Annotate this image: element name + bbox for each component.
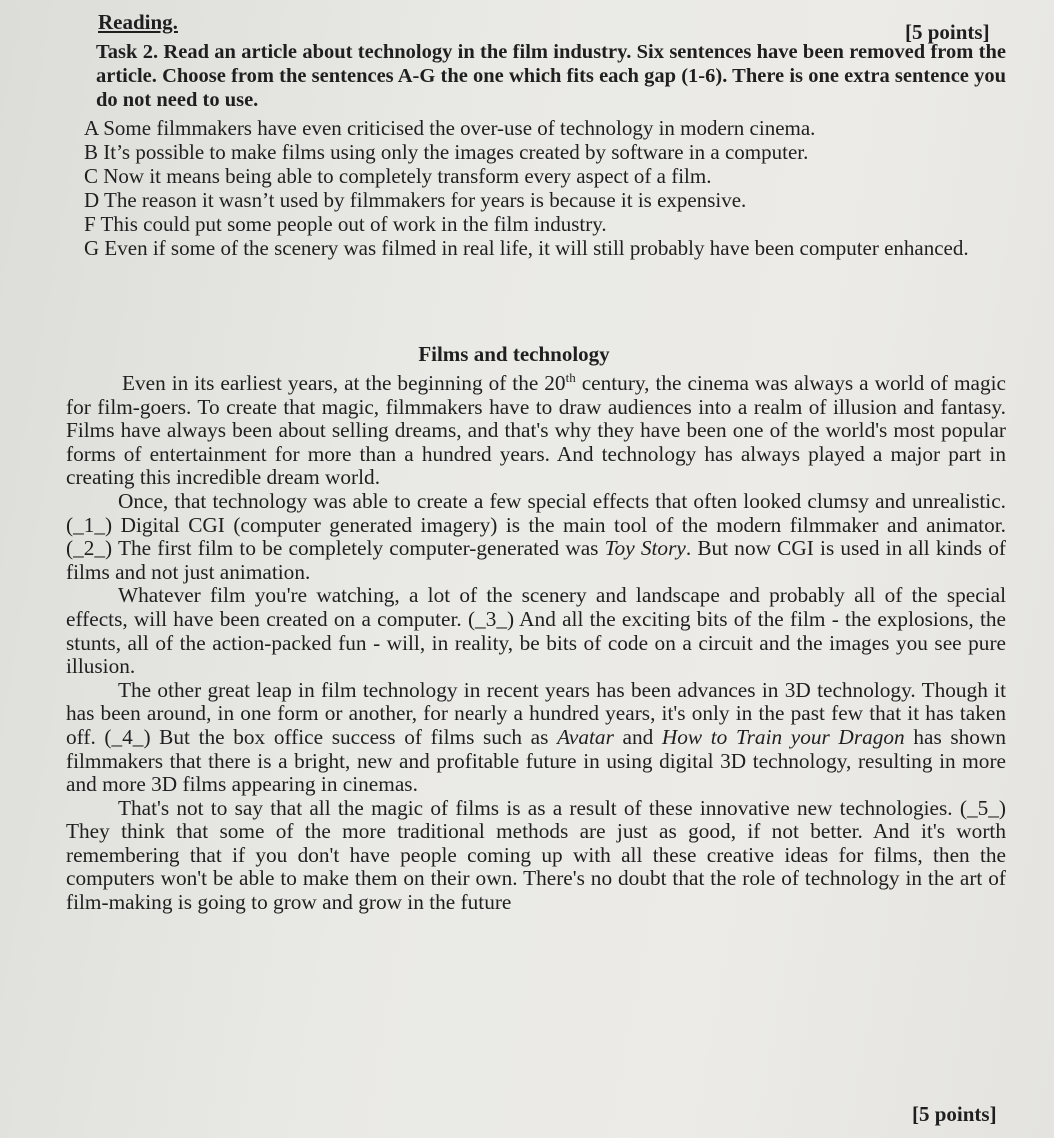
film-title: Avatar	[557, 724, 614, 749]
text-run: Digital CGI (computer generated imagery) is the main tool of the modern filmmaker and animator.	[112, 512, 1006, 537]
text-run: Even in its earliest years, at the beginning of the 20	[122, 371, 566, 395]
gap-5: (_5_)	[959, 795, 1006, 820]
text-run: And all the exciting bits of the film - the explosions, the stunts, all of the action-packed fun - will, in reality, be bits of code on a circuit and the images you see pure illusion.	[66, 606, 1007, 679]
superscript: th	[565, 370, 576, 385]
gap-4: (_4_)	[104, 724, 151, 749]
text-run: The other great leap in film technology in recent years has been advances in 3D technology. Though it has been around, in one form or another, for nearly a hundred years, it's only in the past few that it has taken off.	[66, 677, 1006, 749]
option-c: C Now it means being able to completely transform every aspect of a film.	[84, 164, 712, 188]
text-run: century, the cinema was always a world of magic for film-goers. To create that magic, filmmakers have to draw audiences into a realm of illusion and fantasy. Films have always been about selling dreams, and that's why they have been one of the world's most popular forms of entertainment for more than a hundred years. And technology has always played a major part in creating this incredible dream world.	[66, 371, 1006, 490]
text-run: has shown filmmakers that there is a bright, new and profitable future in using digital 3D technology, resulting in more and more 3D films appearing in cinemas.	[66, 724, 1006, 797]
text-run: and	[613, 724, 662, 749]
option-a: A Some filmmakers have even criticised the over-use of technology in modern cinema.	[84, 116, 816, 140]
option-b: B It’s possible to make films using only the images created by software in a computer.	[84, 140, 809, 164]
gap-3: (_3_)	[467, 606, 515, 631]
text-run: Once, that technology was able to create a few special effects that often looked clumsy and unrealistic.	[118, 488, 1006, 513]
text-run: That's not to say that all the magic of films is as a result of these innovative new technologies.	[118, 795, 960, 820]
article-paragraph	[66, 797, 1006, 915]
points-label: [5 points]	[905, 20, 990, 44]
article-paragraph	[66, 490, 1006, 584]
gap-2: (_2_)	[66, 536, 113, 561]
article-body	[66, 366, 1006, 915]
article-paragraph	[66, 366, 1006, 490]
section-heading: Reading.	[98, 10, 178, 34]
text-run: Whatever film you're watching, a lot of the scenery and landscape and probably all of the special effects, will have been created on a computer.	[66, 583, 1006, 631]
gap-1: (_1_)	[66, 512, 113, 537]
option-d: D The reason it wasn’t used by filmmakers for years is because it is expensive.	[84, 188, 747, 212]
article-paragraph	[66, 584, 1006, 678]
options-list	[84, 116, 1004, 260]
task-instructions: Task 2. Read an article about technology in the film industry. Six sentences have been removed from the article. Choose from the sentences A-G the one which fits each gap (1-6). There is one extra sentence you do not need to use.	[96, 41, 1006, 111]
film-title: Toy Story	[604, 536, 686, 561]
article-paragraph	[66, 679, 1006, 797]
film-title: How to Train your Dragon	[661, 724, 905, 749]
text-run: . But now CGI is used in all kinds of films and not just animation.	[66, 536, 1006, 584]
footer-points-label: [5 points]	[912, 1102, 997, 1126]
option-f: F This could put some people out of work in the film industry.	[84, 212, 607, 236]
text-run: But the box office success of films such as	[150, 724, 558, 749]
option-g: G Even if some of the scenery was filmed in real life, it will still probably have been computer enhanced.	[84, 236, 969, 260]
text-run: They think that some of the more traditional methods are just as good, if not better. And it's worth remembering that if you don't have people coming up with all these creative ideas for films, then the computers won't be able to make them on their own. There's no doubt that the role of technology in the art of film-making is going to grow and grow in the future	[66, 819, 1006, 915]
article-title: Films and technology	[418, 342, 610, 366]
text-run: The first film to be completely computer-generated was	[112, 536, 605, 561]
